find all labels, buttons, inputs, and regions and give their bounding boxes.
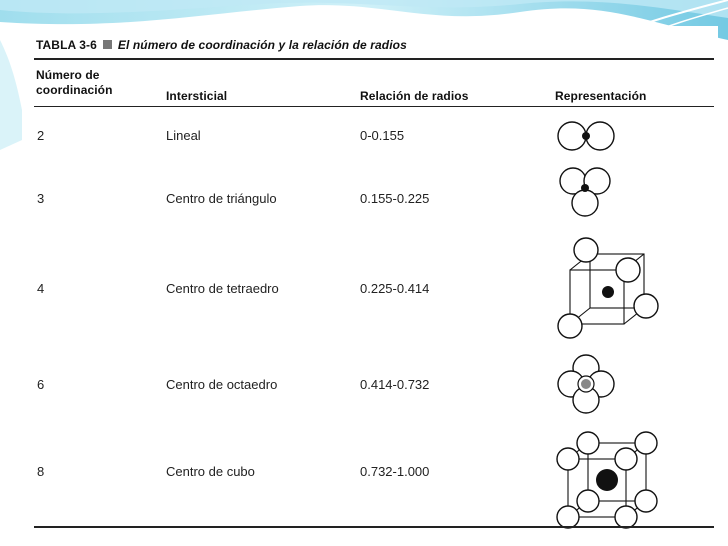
table-title — [36, 38, 407, 52]
octahedron-coordination-icon — [556, 353, 616, 415]
row-5-intersticial: Centro de cubo — [166, 464, 255, 479]
header-coordination — [36, 68, 113, 98]
header-representation: Representación — [555, 89, 647, 103]
row-1-intersticial: Lineal — [166, 128, 201, 143]
row-1-coordination: 2 — [37, 128, 45, 143]
rule-header — [34, 106, 714, 107]
row-1-ratio: 0-0.155 — [360, 128, 405, 143]
table-title-label: TABLA 3-6 — [36, 38, 97, 52]
row-4-ratio: 0.414-0.732 — [360, 377, 430, 392]
header-intersticial: Intersticial — [166, 89, 228, 103]
cube-coordination-icon — [550, 429, 662, 533]
rule-bottom — [34, 526, 714, 528]
rule-top — [34, 58, 714, 60]
row-2-intersticial: Centro de triángulo — [166, 191, 277, 206]
header-coordination-line2: coordinación — [36, 83, 113, 97]
triangle-coordination-icon — [555, 164, 625, 220]
row-3-ratio: 0.225-0.414 — [360, 281, 430, 296]
row-5-coordination: 8 — [37, 464, 45, 479]
row-2-coordination: 3 — [37, 191, 45, 206]
row-3-coordination: 4 — [37, 281, 45, 296]
row-2-ratio: 0.155-0.225 — [360, 191, 430, 206]
table-document — [30, 26, 718, 540]
tetrahedron-coordination-icon — [550, 232, 662, 342]
row-3-intersticial: Centro de tetraedro — [166, 281, 279, 296]
linear-coordination-icon — [555, 120, 625, 152]
header-ratio: Relación de radios — [360, 89, 469, 103]
row-4-intersticial: Centro de octaedro — [166, 377, 278, 392]
header-coordination-line1: Número de — [36, 68, 100, 82]
square-bullet-icon — [103, 40, 112, 49]
row-5-ratio: 0.732-1.000 — [360, 464, 430, 479]
row-4-coordination: 6 — [37, 377, 45, 392]
table-title-text: El número de coordinación y la relación de radios — [117, 38, 407, 52]
